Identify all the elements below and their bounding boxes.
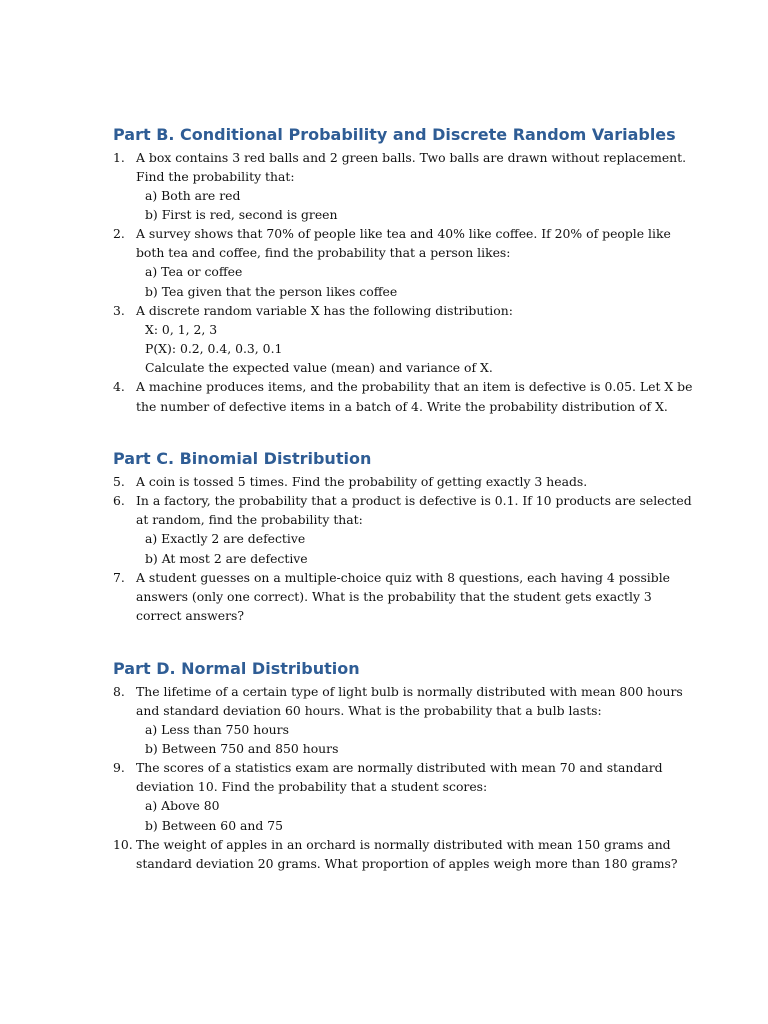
section-heading-part-d: Part D. Normal Distribution [113, 659, 360, 678]
question-1-subitem-a: a) Both are red [145, 188, 241, 203]
question-number-9: 9. [113, 760, 125, 775]
question-4-line-2: the number of defective items in a batch of 4. Write the probability distribution of X. [136, 399, 668, 414]
section-heading-part-c: Part C. Binomial Distribution [113, 449, 372, 468]
question-2-subitem-b: b) Tea given that the person likes coffee [145, 284, 398, 299]
question-9-subitem-a: a) Above 80 [145, 798, 220, 813]
question-number-7: 7. [113, 570, 125, 585]
question-8-line-1: The lifetime of a certain type of light bulb is normally distributed with mean 800 hours [136, 684, 683, 699]
question-number-4: 4. [113, 379, 125, 394]
question-4-line-1: A machine produces items, and the probability that an item is defective is 0.05. Let X be [136, 379, 693, 394]
question-2-subitem-a: a) Tea or coffee [145, 264, 243, 279]
question-6-line-2: at random, find the probability that: [136, 512, 363, 527]
question-1-line-2: Find the probability that: [136, 169, 295, 184]
question-6-subitem-a: a) Exactly 2 are defective [145, 531, 306, 546]
question-7-line-1: A student guesses on a multiple-choice quiz with 8 questions, each having 4 possible [136, 570, 670, 585]
question-number-6: 6. [113, 493, 125, 508]
question-number-3: 3. [113, 303, 125, 318]
question-number-2: 2. [113, 226, 125, 241]
question-9-line-1: The scores of a statistics exam are normally distributed with mean 70 and standard [136, 760, 663, 775]
question-2-line-2: both tea and coffee, find the probability that a person likes: [136, 245, 511, 260]
question-number-8: 8. [113, 684, 125, 699]
question-7-line-3: correct answers? [136, 608, 245, 623]
question-number-1: 1. [113, 150, 125, 165]
question-1-line-1: A box contains 3 red balls and 2 green balls. Two balls are drawn without replacement. [136, 150, 687, 165]
question-3-subitem-x-values: X: 0, 1, 2, 3 [145, 322, 218, 337]
question-3-subitem-instruction: Calculate the expected value (mean) and variance of X. [145, 360, 493, 375]
question-9-line-2: deviation 10. Find the probability that a student scores: [136, 779, 488, 794]
question-8-subitem-b: b) Between 750 and 850 hours [145, 741, 339, 756]
question-5-line-1: A coin is tossed 5 times. Find the probability of getting exactly 3 heads. [136, 474, 588, 489]
question-10-line-1: The weight of apples in an orchard is normally distributed with mean 150 grams and [136, 837, 671, 852]
question-8-subitem-a: a) Less than 750 hours [145, 722, 289, 737]
question-3-line-1: A discrete random variable X has the following distribution: [136, 303, 513, 318]
question-3-subitem-probabilities: P(X): 0.2, 0.4, 0.3, 0.1 [145, 341, 283, 356]
question-9-subitem-b: b) Between 60 and 75 [145, 818, 284, 833]
question-number-5: 5. [113, 474, 125, 489]
question-10-line-2: standard deviation 20 grams. What proportion of apples weigh more than 180 grams? [136, 856, 678, 871]
question-7-line-2: answers (only one correct). What is the probability that the student gets exactly 3 [136, 589, 652, 604]
question-8-line-2: and standard deviation 60 hours. What is the probability that a bulb lasts: [136, 703, 602, 718]
question-6-line-1: In a factory, the probability that a product is defective is 0.1. If 10 products are selected [136, 493, 692, 508]
question-2-line-1: A survey shows that 70% of people like tea and 40% like coffee. If 20% of people like [136, 226, 671, 241]
question-number-10: 10. [113, 837, 133, 852]
section-heading-part-b: Part B. Conditional Probability and Discrete Random Variables [113, 125, 676, 144]
question-1-subitem-b: b) First is red, second is green [145, 207, 338, 222]
question-6-subitem-b: b) At most 2 are defective [145, 551, 308, 566]
